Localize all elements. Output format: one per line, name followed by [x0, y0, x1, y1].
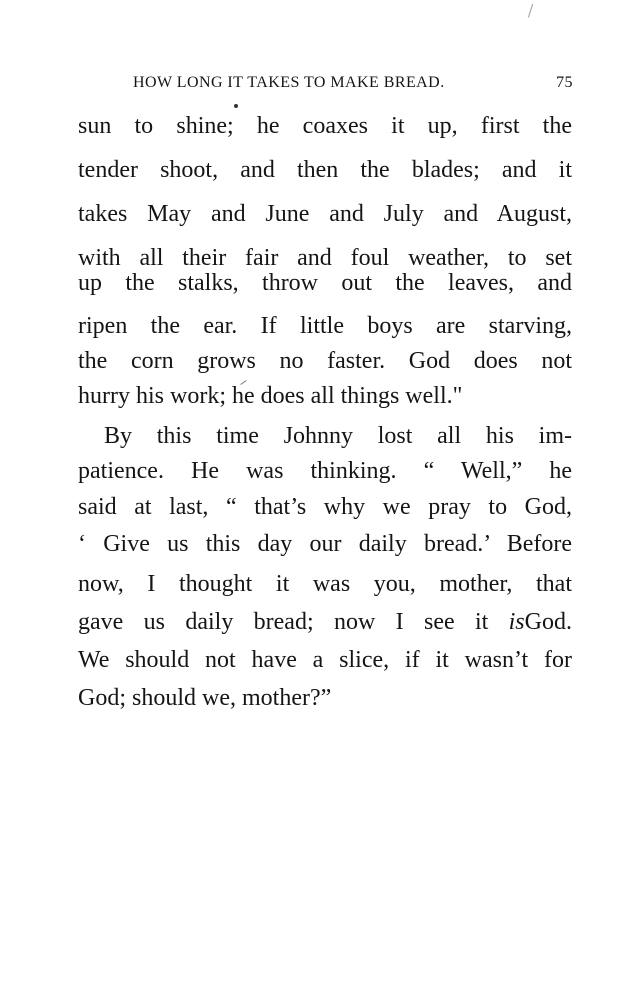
text-line-4: with all their fair and foul weather, to set: [78, 245, 572, 271]
paragraph-2-line-1: By this time Johnny lost all his im-: [104, 423, 572, 449]
emphasis-is: is: [508, 609, 525, 635]
paragraph-2-line-3: said at last, “ that’s why we pray to God,: [78, 494, 572, 520]
text-line-7: the corn grows no faster. God does not: [78, 348, 572, 374]
line-6-start: gave us daily bread; now I see it: [78, 609, 509, 635]
page-number: 75: [556, 74, 573, 91]
text-line-8: hurry his work; he does all things well.": [78, 383, 463, 409]
paragraph-2-line-7: We should not have a slice, if it wasn’t for: [78, 647, 572, 673]
paragraph-2-line-8: God; should we, mother?”: [78, 685, 332, 711]
text-line-5: up the stalks, throw out the leaves, and: [78, 270, 572, 296]
text-line-2: tender shoot, and then the blades; and it: [78, 157, 572, 183]
text-line-1: sun to shine; he coaxes it up, first the: [78, 113, 572, 139]
printer-dot: [234, 104, 238, 108]
text-line-3: takes May and June and July and August,: [78, 201, 572, 227]
paragraph-2-line-2: patience. He was thinking. “ Well,” he: [78, 458, 572, 484]
text-line-6: ripen the ear. If little boys are starving,: [78, 313, 572, 339]
paragraph-2-line-5: now, I thought it was you, mother, that: [78, 571, 572, 597]
corner-pencil-mark: [528, 4, 535, 18]
running-title: HOW LONG IT TAKES TO MAKE BREAD.: [133, 74, 445, 91]
paragraph-2-line-6: [78, 605, 572, 639]
running-head: [133, 74, 573, 98]
line-6-end: God.: [524, 609, 572, 635]
paragraph-2-line-4: ‘ Give us this day our daily bread.’ Before: [78, 531, 572, 557]
